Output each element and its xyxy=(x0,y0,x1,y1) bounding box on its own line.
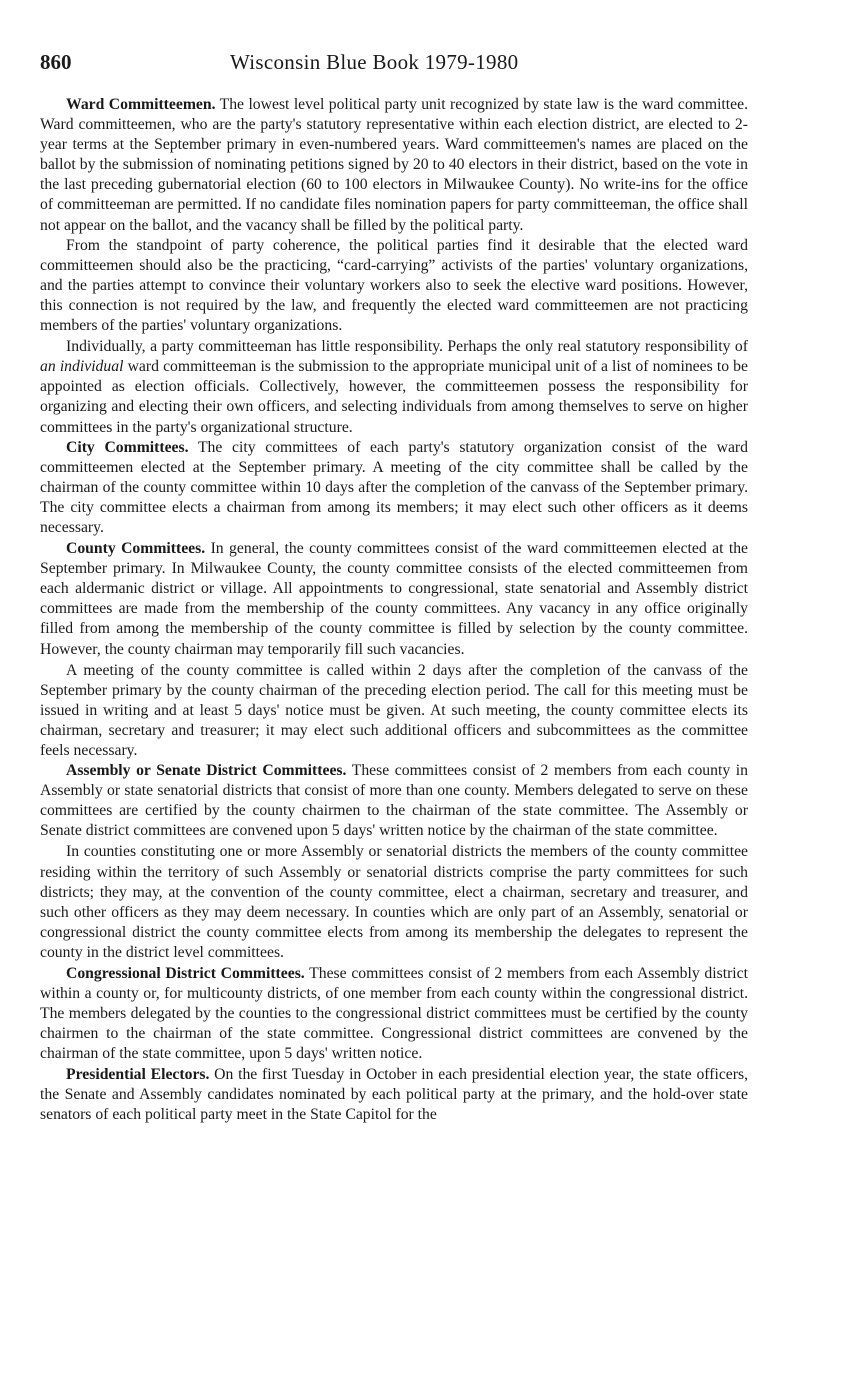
paragraph-city-committees xyxy=(40,438,748,538)
paragraph-text: The lowest level political party unit recognized by state law is the ward committee. Ward committeemen, who are the party's statutory representative within each election district, are elected to 2-year terms at the September primary in even-numbered years. Ward committeemen's names are placed on the ballot by the submission of nominating petitions signed by 20 to 40 electors in their district, based on the vote in the last preceding gubernatorial election (60 to 100 electors in Milwaukee County). No write-ins for the office of committeeman are permitted. If no candidate files nomination papers for party committeeman, the office shall not appear on the ballot, and the vacancy shall be filled by the political party. xyxy=(40,96,748,234)
heading-county-committees: County Committees. xyxy=(66,540,206,558)
heading-presidential-electors: Presidential Electors. xyxy=(66,1065,210,1083)
heading-ward-committeemen: Ward Committeemen. xyxy=(66,96,216,113)
paragraph-counties-constituting xyxy=(40,842,748,963)
paragraph-text: On the first Tuesday in October in each presidential election year, the state officers, the Senate and Assembly candidates nominated by each political party at the primary, and the hold-over state senators of each political party meet in the State Capitol for the xyxy=(40,1065,748,1123)
body-text xyxy=(40,95,748,1125)
paragraph-text: From the standpoint of party coherence, the political parties find it desirable that the elected ward committeemen should also be the practicing, “card-carrying” activists of the parties' voluntary organizations, and the parties attempt to convince their voluntary workers also to seek the elective ward positions. However, this connection is not required by the law, and frequently the elected ward committeemen are not practicing members of the parties' voluntary organizations. xyxy=(40,236,748,335)
paragraph-text: In counties constituting one or more Assembly or senatorial districts the members of the county committee residing within the territory of such Assembly or senatorial districts comprise the party committees for such districts; they may, at the convention of the county committee, elect a chairman, secretary and treasurer, and such other officers as they may deem necessary. In counties which are only part of an Assembly, senatorial or congressional district the county committee elects from among its membership the delegates to represent the county in the district level committees. xyxy=(40,843,748,961)
paragraph-text-italic: an individual xyxy=(40,358,124,376)
page-number: 860 xyxy=(40,50,72,74)
heading-congressional-committees: Congressional District Committees. xyxy=(66,965,305,983)
heading-city-committees: City Committees. xyxy=(66,438,189,456)
paragraph-county-meeting xyxy=(40,661,748,761)
paragraph-ward-committeemen xyxy=(40,95,748,236)
paragraph-individual-responsibility xyxy=(40,337,748,437)
running-title: Wisconsin Blue Book 1979-1980 xyxy=(230,50,519,74)
paragraph-text: ward committeeman is the submission to the appropriate municipal unit of a list of nominees to be appointed as election officials. Collectively, however, the committeemen possess the responsibility for organizing and electing their own officers, and selecting individuals from among themselves to serve on higher committees in the party's organizational structure. xyxy=(40,358,748,436)
paragraph-text: These committees consist of 2 members from each Assembly district within a county or, for multicounty districts, of one member from each county within the congressional district. The members delegated by the counties to the congressional district committees must be certified by the county chairmen to the chairman of the state committee. Congressional district committees are convened by the chairman of the state committee, upon 5 days' written notice. xyxy=(40,965,748,1063)
paragraph-party-coherence xyxy=(40,236,748,336)
paragraph-assembly-senate-committees xyxy=(40,761,748,841)
paragraph-congressional-committees xyxy=(40,964,748,1064)
paragraph-presidential-electors xyxy=(40,1065,748,1125)
paragraph-county-committees xyxy=(40,539,748,660)
paragraph-text: In general, the county committees consist of the ward committeemen elected at the September primary. In Milwaukee County, the county committee consists of the elected committeemen from each aldermanic district or village. All appointments to congressional, state senatorial and Assembly district committees are made from the membership of the county committees. Any vacancy in any office originally filled from among the membership of the county committee is filled by selection by the county committee. However, the county chairman may temporarily fill such vacancies. xyxy=(40,540,748,658)
paragraph-text-before: Individually, a party committeeman has little responsibility. Perhaps the only real statutory responsibility of xyxy=(66,338,748,356)
paragraph-text: The city committees of each party's statutory organization consist of the ward committeemen elected at the September primary. A meeting of the city committee shall be called by the chairman of the county committee within 10 days after the completion of the canvass of the September primary. The city committee elects a chairman from among its members; it may elect such other officers as it deems necessary. xyxy=(40,438,748,536)
heading-assembly-senate-committees: Assembly or Senate District Committees. xyxy=(66,762,347,780)
paragraph-text: These committees consist of 2 members from each county in Assembly or state senatorial districts that consist of more than one county. Members delegated to serve on these committees are certified by the county chairmen to the chairman of the state committee. The Assembly or Senate district committees are convened upon 5 days' written notice by the chairman of the state committee. xyxy=(40,762,748,840)
page-header xyxy=(40,50,820,80)
paragraph-text: A meeting of the county committee is called within 2 days after the completion of the canvass of the September primary by the county chairman of the preceding election period. The call for this meeting must be issued in writing and at least 5 days' notice must be given. At such meeting, the county committee elects its chairman, secretary and treasurer; it may elect such additional officers and subcommittees as the committee feels necessary. xyxy=(40,661,748,759)
